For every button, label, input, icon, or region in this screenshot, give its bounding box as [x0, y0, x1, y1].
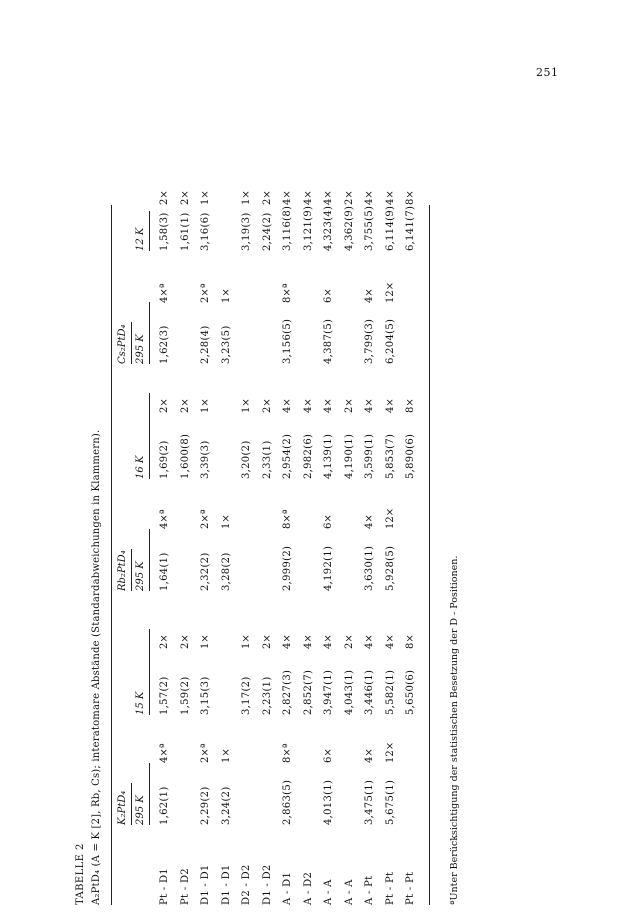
- multiplicity: 1×: [200, 190, 211, 205]
- distance-value: 4,192(1): [323, 545, 334, 591]
- distance-value: 3,799(3): [364, 318, 375, 364]
- page-number: 251: [536, 66, 559, 79]
- distance-value: 1,62(1): [159, 786, 170, 825]
- distance-value: 3,116(8): [282, 205, 293, 251]
- multiplicity: 2×: [343, 398, 355, 413]
- multiplicity: 4×ª: [159, 509, 170, 529]
- distance-value: 3,24(2): [220, 786, 232, 825]
- multiplicity: 2×: [179, 398, 191, 413]
- multiplicity: 4×: [282, 190, 293, 205]
- row-label: Pt - D1: [159, 868, 170, 905]
- group-rule-cs2ptd4: [131, 322, 132, 364]
- distance-value: 4,387(5): [323, 318, 334, 364]
- distance-value: 3,630(1): [364, 545, 375, 591]
- temp-rule: [149, 763, 150, 825]
- multiplicity: 4×: [364, 634, 375, 649]
- multiplicity: 2×ª: [200, 509, 211, 529]
- multiplicity: 1×: [220, 514, 232, 529]
- table-title: TABELLE 2: [75, 843, 86, 905]
- distance-value: 4,323(4): [323, 205, 334, 251]
- distance-value: 2,32(2): [200, 552, 211, 591]
- distance-value: 2,999(2): [282, 545, 293, 591]
- multiplicity: 4×: [364, 288, 375, 303]
- distance-value: 1,58(3): [159, 212, 170, 251]
- distance-value: 1,61(1): [179, 212, 191, 251]
- distance-value: 3,17(2): [241, 676, 252, 715]
- top-rule: [111, 205, 112, 905]
- distance-value: 2,954(2): [282, 433, 293, 479]
- row-label: A - D1: [282, 871, 293, 905]
- distance-value: 2,33(1): [261, 440, 273, 479]
- multiplicity: 8×ª: [282, 283, 293, 303]
- distance-value: 3,28(2): [220, 552, 232, 591]
- distance-value: 1,57(2): [159, 676, 170, 715]
- multiplicity: 4×: [364, 398, 375, 413]
- group-header-rb2ptd4: Rb₂PtD₄: [117, 550, 128, 591]
- multiplicity: 2×ª: [200, 283, 211, 303]
- temp-header: 12 K: [135, 227, 146, 251]
- distance-value: 3,39(3): [200, 440, 211, 479]
- distance-value: 1,62(3): [159, 325, 170, 364]
- row-label: Pt - Pt: [405, 871, 416, 905]
- group-header-k2ptd4: K₂PtD₄: [117, 790, 128, 825]
- multiplicity: 8×: [405, 634, 416, 649]
- multiplicity: 4×: [384, 634, 396, 649]
- multiplicity: 4×: [302, 634, 314, 649]
- multiplicity: 4×: [282, 398, 293, 413]
- multiplicity: 6×: [323, 748, 334, 763]
- multiplicity: 2×: [343, 190, 355, 205]
- multiplicity: 4×: [364, 190, 375, 205]
- distance-value: 4,013(1): [323, 779, 334, 825]
- distance-value: 3,15(3): [200, 676, 211, 715]
- multiplicity: 2×: [261, 190, 273, 205]
- temp-rule: [149, 393, 150, 479]
- row-label: Pt - D2: [179, 868, 191, 905]
- distance-value: 2,28(4): [200, 325, 211, 364]
- multiplicity: 4×: [323, 634, 334, 649]
- distance-value: 3,16(6): [200, 212, 211, 251]
- multiplicity: 1×: [220, 288, 232, 303]
- row-label: A - A: [323, 879, 334, 905]
- temp-header: 295 K: [135, 334, 146, 364]
- distance-value: 3,475(1): [364, 779, 375, 825]
- multiplicity: 1×: [200, 634, 211, 649]
- multiplicity: 12×: [384, 507, 396, 529]
- multiplicity: 12×: [384, 741, 396, 763]
- distance-value: 3,20(2): [241, 440, 252, 479]
- temp-header: 295 K: [135, 561, 146, 591]
- multiplicity: 4×ª: [159, 283, 170, 303]
- multiplicity: 4×: [323, 190, 334, 205]
- multiplicity: 1×: [241, 634, 252, 649]
- multiplicity: 1×: [220, 748, 232, 763]
- distance-value: 5,853(7): [384, 433, 396, 479]
- distance-value: 3,156(5): [282, 318, 293, 364]
- multiplicity: 4×: [364, 748, 375, 763]
- multiplicity: 2×ª: [200, 743, 211, 763]
- multiplicity: 4×ª: [159, 743, 170, 763]
- multiplicity: 8×ª: [282, 509, 293, 529]
- row-label: A - A: [343, 879, 355, 905]
- group-rule-rb2ptd4: [131, 549, 132, 591]
- multiplicity: 4×: [364, 514, 375, 529]
- distance-value: 4,362(9): [343, 205, 355, 251]
- distance-value: 6,141(7): [405, 205, 416, 251]
- multiplicity: 4×: [302, 190, 314, 205]
- multiplicity: 4×: [384, 190, 396, 205]
- temp-rule: [149, 529, 150, 591]
- multiplicity: 2×: [159, 398, 170, 413]
- temp-rule: [149, 211, 150, 251]
- distance-value: 2,23(1): [261, 676, 273, 715]
- distance-value: 5,675(1): [384, 779, 396, 825]
- distance-value: 5,582(1): [384, 669, 396, 715]
- temp-header: 15 K: [135, 691, 146, 715]
- multiplicity: 4×: [282, 634, 293, 649]
- multiplicity: 2×: [261, 634, 273, 649]
- multiplicity: 8×: [405, 190, 416, 205]
- multiplicity: 8×: [405, 398, 416, 413]
- distance-value: 3,947(1): [323, 669, 334, 715]
- row-label: D2 - D2: [241, 864, 252, 905]
- multiplicity: 1×: [200, 398, 211, 413]
- temp-rule: [149, 302, 150, 364]
- distance-value: 6,204(5): [384, 318, 396, 364]
- multiplicity: 1×: [241, 190, 252, 205]
- distance-value: 6,114(9): [384, 205, 396, 251]
- multiplicity: 2×: [179, 190, 191, 205]
- multiplicity: 6×: [323, 288, 334, 303]
- multiplicity: 2×: [159, 190, 170, 205]
- distance-value: 4,190(1): [343, 433, 355, 479]
- distance-value: 3,755(5): [364, 205, 375, 251]
- distance-value: 2,863(5): [282, 779, 293, 825]
- distance-value: 5,650(6): [405, 669, 416, 715]
- row-label: A - Pt: [364, 875, 375, 905]
- table-footnote: ªUnter Berücksichtigung der statistischen Besetzung der D - Positionen.: [449, 555, 460, 905]
- distance-value: 2,852(7): [302, 669, 314, 715]
- multiplicity: 8×ª: [282, 743, 293, 763]
- temp-rule: [149, 629, 150, 715]
- distance-value: 3,121(9): [302, 205, 314, 251]
- distance-value: 3,599(1): [364, 433, 375, 479]
- row-label: A - D2: [302, 871, 314, 905]
- multiplicity: 2×: [261, 398, 273, 413]
- row-label: D1 - D1: [220, 864, 232, 905]
- multiplicity: 4×: [323, 398, 334, 413]
- multiplicity: 12×: [384, 281, 396, 303]
- distance-value: 4,043(1): [343, 669, 355, 715]
- temp-header: 16 K: [135, 455, 146, 479]
- distance-value: 4,139(1): [323, 433, 334, 479]
- distance-value: 1,59(2): [179, 676, 191, 715]
- bottom-rule: [429, 205, 430, 905]
- distance-value: 5,890(6): [405, 433, 416, 479]
- group-header-cs2ptd4: Cs₂PtD₄: [117, 324, 128, 364]
- distance-value: 3,19(3): [241, 212, 252, 251]
- multiplicity: 2×: [179, 634, 191, 649]
- distance-value: 2,29(2): [200, 786, 211, 825]
- multiplicity: 4×: [384, 398, 396, 413]
- group-rule-k2ptd4: [131, 783, 132, 825]
- rotated-table: [75, 179, 505, 911]
- table-caption: A₂PtD₄ (A = K [2], Rb, Cs); interatomare Abstände (Standardabweichungen in Klammern).: [91, 429, 102, 905]
- distance-value: 5,928(5): [384, 545, 396, 591]
- row-label: Pt - Pt: [384, 871, 396, 905]
- distance-value: 1,69(2): [159, 440, 170, 479]
- row-label: D1 - D1: [200, 864, 211, 905]
- multiplicity: 2×: [159, 634, 170, 649]
- multiplicity: 1×: [241, 398, 252, 413]
- multiplicity: 6×: [323, 514, 334, 529]
- distance-value: 3,446(1): [364, 669, 375, 715]
- multiplicity: 4×: [302, 398, 314, 413]
- distance-value: 3,23(5): [220, 325, 232, 364]
- distance-value: 2,24(2): [261, 212, 273, 251]
- multiplicity: 2×: [343, 634, 355, 649]
- temp-header: 295 K: [135, 795, 146, 825]
- distance-value: 2,827(3): [282, 669, 293, 715]
- distance-value: 1,600(8): [179, 433, 191, 479]
- row-label: D1 - D2: [261, 864, 273, 905]
- distance-value: 2,982(6): [302, 433, 314, 479]
- distance-value: 1,64(1): [159, 552, 170, 591]
